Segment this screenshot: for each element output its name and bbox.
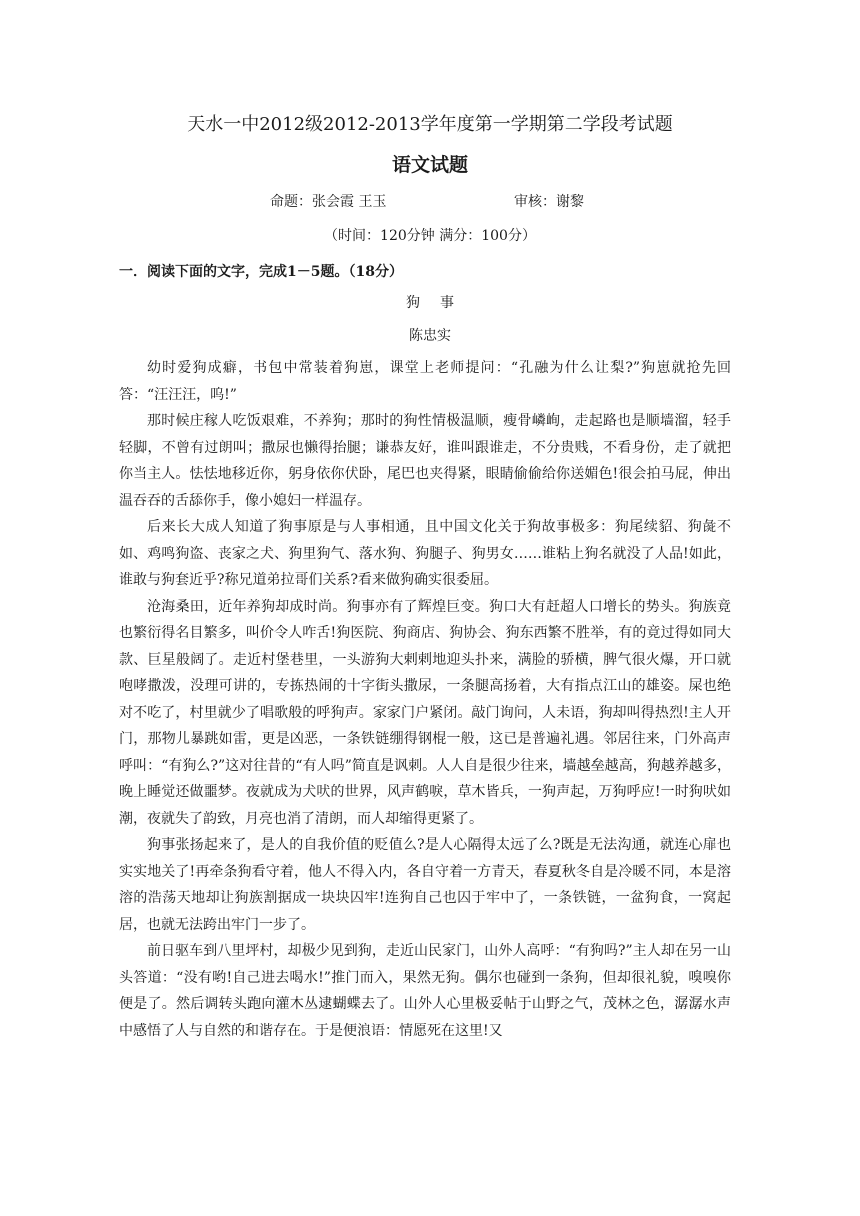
question-authors: 命题：张会霞 王玉 <box>270 194 387 210</box>
section-heading: 一．阅读下面的文字，完成1－5题。（18分） <box>119 264 403 280</box>
exam-title: 天水一中2012级2012-2013学年度第一学期第二学段考试题 <box>187 114 673 135</box>
paragraph: 前日驱车到八里坪村，却极少见到狗，走近山民家门，山外人高呼：“有狗吗?”主人却在另一山头答道：“没有哟!自己进去喝水!”推门而入，果然无狗。偶尔也碰到一条狗，但却很礼貌，嗅嗅你便是了。然后调转头跑向灌木丛逮蝴蝶去了。山外人心里极妥帖于山野之气，茂林之色，潺潺水声中感悟了人与自然的和谐存在。于是便浪语：情愿死在这里!又 <box>119 943 731 1039</box>
paragraph: 后来长大成人知道了狗事原是与人事相通，且中国文化关于狗故事极多：狗尾续貂、狗彘不如、鸡鸣狗盗、丧家之犬、狗里狗气、落水狗、狗腿子、狗男女……谁粘上狗名就没了人品!如此，谁敢与狗套近乎?称兄道弟拉哥们关系?看来做狗确实很委屈。 <box>119 519 731 588</box>
story-title: 狗事 <box>406 295 474 311</box>
paragraph: 狗事张扬起来了，是人的自我价值的贬值么?是人心隔得太远了么?既是无法沟通，就连心扉也实实地关了!再牵条狗看守着，他人不得入内，各自守着一方青天，春夏秋冬自是冷暖不同，本是溶溶的浩荡天地却让狗族割据成一块块囚牢!连狗自己也囚于牢中了，一条铁链，一盆狗食，一窝起居，也就无法跨出牢门一步了。 <box>119 837 731 933</box>
paragraph: 那时候庄稼人吃饭艰难，不养狗；那时的狗性情极温顺，瘦骨嶙峋，走起路也是顺墙溜，轻手轻脚，不曾有过朗叫；撒尿也懒得抬腿；谦恭友好，谁叫跟谁走，不分贵贱，不看身份，走了就把你当主人。怯怯地移近你，躬身依你伏卧，尾巴也夹得紧，眼睛偷偷给你送媚色!很会拍马屁，伸出温吞吞的舌舔你手，像小媳妇一样温存。 <box>119 413 731 509</box>
paragraph: 沧海桑田，近年养狗却成时尚。狗事亦有了辉煌巨变。狗口大有赶超人口增长的势头。狗族竟也繁衍得名目繁多，叫价令人咋舌!狗医院、狗商店、狗协会、狗东西繁不胜举，有的竟过得如同大款、巨星般阔了。走近村堡巷里，一头游狗大剌剌地迎头扑来，满脸的骄横，脾气很火爆，开口就咆哮撒泼，没理可讲的，专拣热闹的十字街头撒尿，一条腿高扬着，大有指点江山的雄姿。屎也绝对不吃了，村里就少了唱歌般的呼狗声。家家门户紧闭。敲门询问，人未语，狗却叫得热烈!主人开门，那物儿暴跳如雷，更是凶恶，一条铁链绷得钢棍一般，这已是普遍礼遇。邻居往来，门外高声呼叫：“有狗么?”这对往昔的“有人吗”简直是讽刺。人人自是很少往来，墙越垒越高，狗越养越多，晚上睡觉还做噩梦。夜就成为犬吠的世界，风声鹤唳，草木皆兵，一狗声起，万狗呼应!一时狗吠如潮，夜就失了韵致，月亮也消了清朗，而人却缩得更紧了。 <box>119 598 731 827</box>
story-author: 陈忠实 <box>409 328 451 344</box>
exam-time-info: （时间：120分钟 满分：100分） <box>324 228 536 244</box>
subject-title: 语文试题 <box>391 154 468 176</box>
paragraph: 幼时爱狗成癖，书包中常装着狗崽，课堂上老师提问：“孔融为什么让梨?”狗崽就抢先回答：“汪汪汪，呜!” <box>119 360 731 403</box>
reading-passage <box>119 355 731 1044</box>
reviewer: 审核：谢黎 <box>514 194 584 210</box>
